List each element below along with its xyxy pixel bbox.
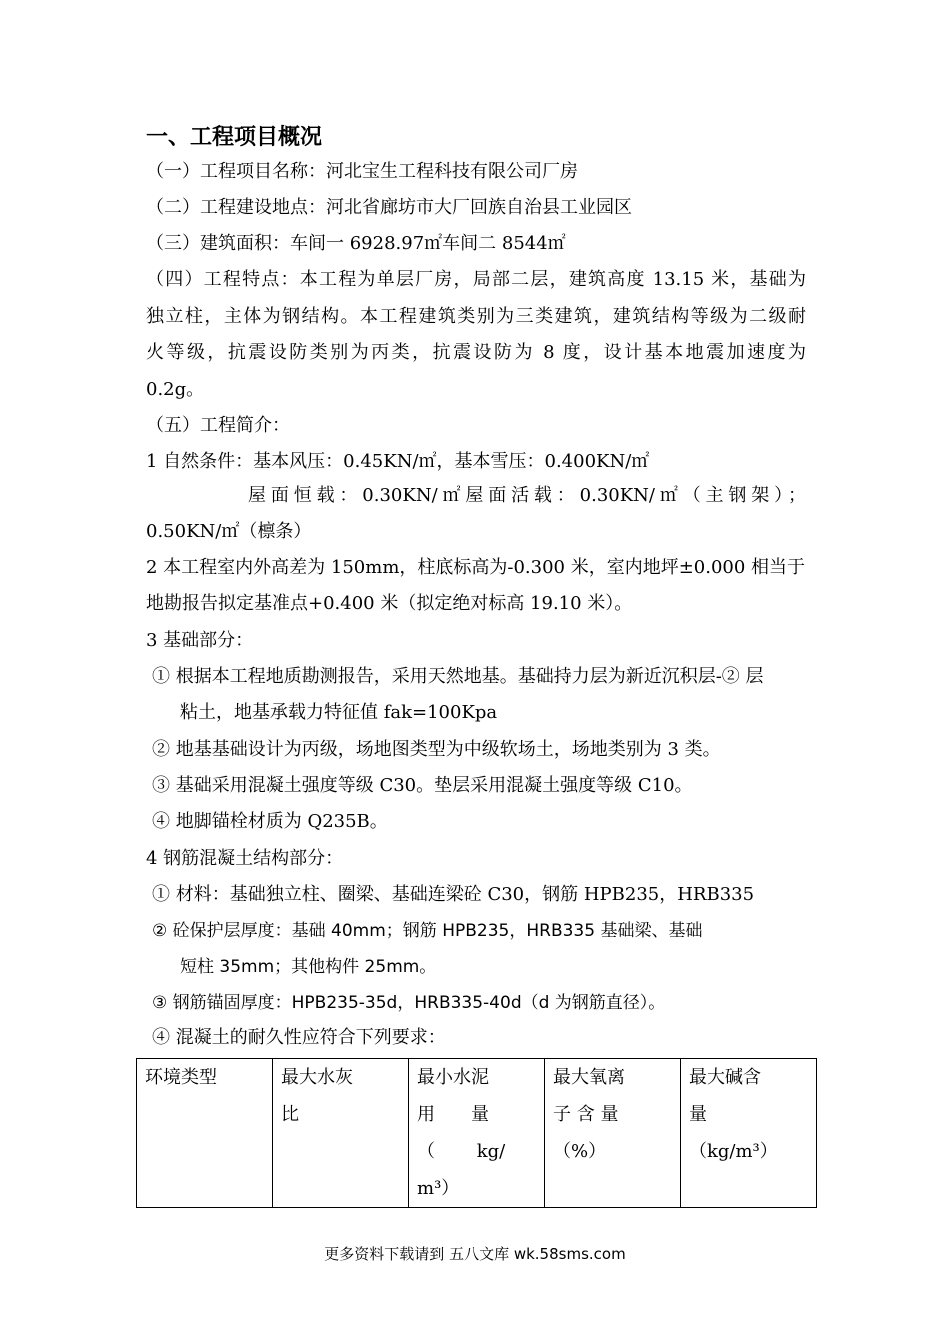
header-max-alkali-content: 最大碱含 量 （kg/m³）	[681, 1059, 817, 1208]
elevation-line-2: 地勘报告拟定基准点+0.400 米（拟定绝对标高 19.10 米）。	[146, 593, 633, 614]
project-location-line: （二）工程建设地点：河北省廊坊市大厂回族自治县工业园区	[146, 197, 632, 218]
foundation-item-3: ③ 基础采用混凝土强度等级 C30。垫层采用混凝土强度等级 C10。	[152, 775, 693, 796]
header-max-chloride-content: 最大氧离 子 含 量 （%）	[545, 1059, 681, 1208]
rc-item-1: ① 材料：基础独立柱、圈梁、基础连梁砼 C30，钢筋 HPB235，HRB335	[152, 884, 755, 905]
rc-item-4: ④ 混凝土的耐久性应符合下列要求：	[152, 1027, 446, 1048]
rc-item-3: ③ 钢筋锚固厚度：HPB235-35d，HRB335-40d（d 为钢筋直径）。	[152, 993, 666, 1013]
rc-item-2a: ② 砼保护层厚度：基础 40mm；钢筋 HPB235，HRB335 基础梁、基础	[152, 921, 703, 941]
building-area-line: （三）建筑面积：车间一 6928.97㎡车间二 8544㎡	[146, 233, 566, 254]
features-line-3: 火等级，抗震设防类别为丙类，抗震设防为 8 度，设计基本地震加速度为	[146, 342, 806, 363]
foundation-item-2: ② 地基基础设计为丙级，场地图类型为中级软场土，场地类别为 3 类。	[152, 739, 721, 760]
features-line-4: 0.2g。	[146, 379, 205, 400]
header-environment-type: 环境类型	[137, 1059, 273, 1208]
features-line-2: 独立柱，主体为钢结构。本工程建筑类别为三类建筑，建筑结构等级为二级耐	[146, 306, 806, 327]
header-max-water-cement-ratio: 最大水灰 比	[273, 1059, 409, 1208]
foundation-heading: 3 基础部分：	[146, 630, 254, 651]
section-heading: 一、工程项目概况	[146, 125, 323, 150]
natural-conditions-line: 1 自然条件：基本风压：0.45KN/㎡，基本雪压：0.400KN/㎡	[146, 451, 650, 472]
elevation-line-1: 2 本工程室内外高差为 150mm，柱底标高为-0.300 米，室内地坪±0.000 相当于	[146, 557, 806, 578]
footer-download-link[interactable]: 更多资料下载请到 五八文库 wk.58sms.com	[324, 1245, 626, 1263]
foundation-item-1b: 粘土，地基承载力特征值 fak=100Kpa	[180, 702, 498, 723]
table-row	[137, 1059, 817, 1208]
rc-structure-heading: 4 钢筋混凝土结构部分：	[146, 848, 344, 869]
foundation-item-4: ④ 地脚锚栓材质为 Q235B。	[152, 811, 388, 832]
roof-load-line: 屋面恒载：0.30KN/㎡屋面活载：0.30KN/㎡（主钢架）；	[248, 485, 806, 506]
durability-table	[136, 1058, 817, 1208]
rc-item-2b: 短柱 35mm；其他构件 25mm。	[180, 957, 437, 977]
foundation-item-1a: ① 根据本工程地质勘测报告，采用天然地基。基础持力层为新近沉积层-② 层	[152, 666, 764, 687]
header-min-cement-content: 最小水泥 用 量 （ kg/ m³）	[409, 1059, 545, 1208]
features-line-1: （四）工程特点：本工程为单层厂房，局部二层，建筑高度 13.15 米，基础为	[146, 269, 806, 290]
summary-heading: （五）工程简介：	[146, 415, 290, 436]
project-name-line: （一）工程项目名称：河北宝生工程科技有限公司厂房	[146, 161, 578, 182]
purlin-load-line: 0.50KN/㎡（檩条）	[146, 521, 312, 542]
